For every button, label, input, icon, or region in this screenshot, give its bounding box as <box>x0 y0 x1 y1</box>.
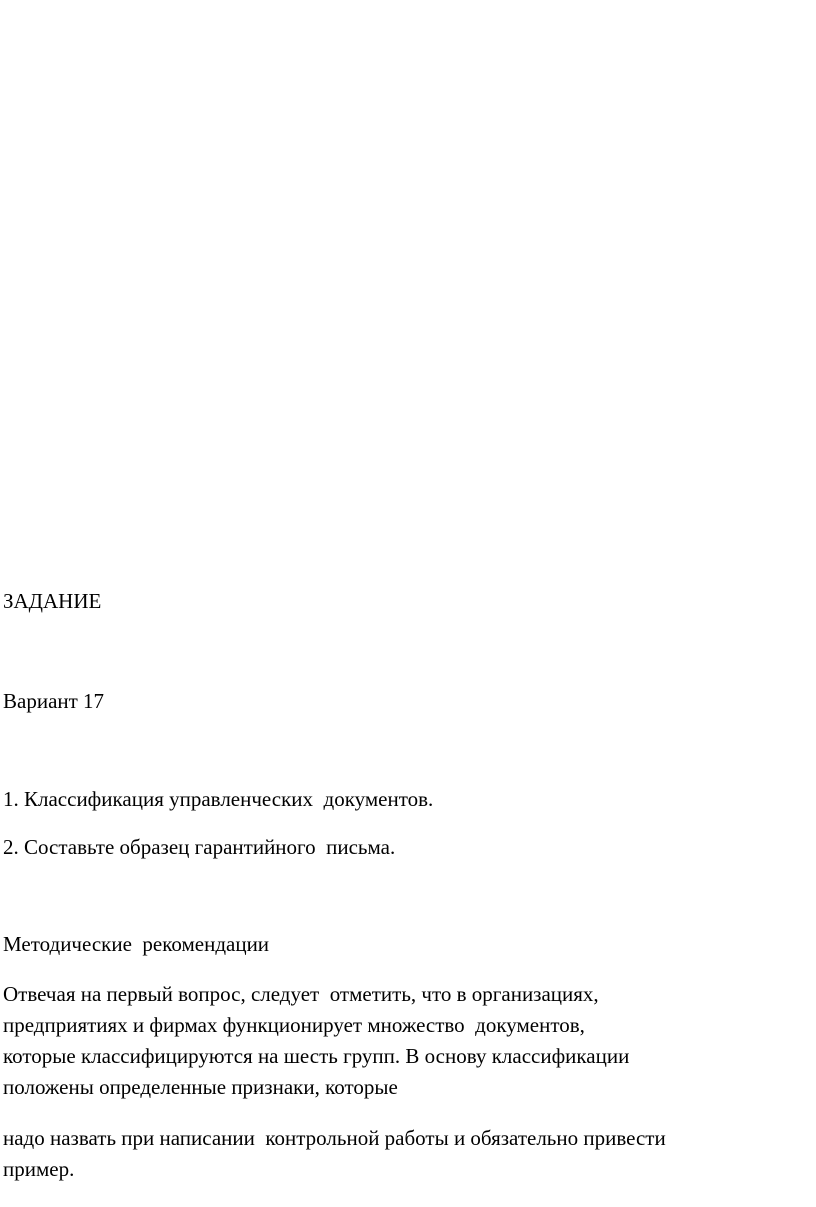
task-item-1: 1. Классификация управленческих документов. <box>3 787 434 811</box>
paragraph-line: надо назвать при написании контрольной работы и обязательно привести <box>3 1126 666 1150</box>
paragraph-line: которые классифицируются на шесть групп. В основу классификации <box>3 1044 630 1068</box>
recommendation-paragraph-2 <box>3 1123 793 1185</box>
paragraph-line: пример. <box>3 1157 75 1181</box>
document-title: ЗАДАНИЕ <box>3 589 102 613</box>
method-recommendations-heading: Методические рекомендации <box>3 932 270 956</box>
paragraph-line: Отвечая на первый вопрос, следует отметить, что в организациях, <box>3 982 599 1006</box>
variant-label: Вариант 17 <box>3 689 105 713</box>
task-item-2: 2. Составьте образец гарантийного письма. <box>3 835 396 859</box>
paragraph-line: положены определенные признаки, которые <box>3 1075 398 1099</box>
paragraph-line: предприятиях и фирмах функционирует множество документов, <box>3 1013 585 1037</box>
recommendation-paragraph-1 <box>3 979 793 1103</box>
